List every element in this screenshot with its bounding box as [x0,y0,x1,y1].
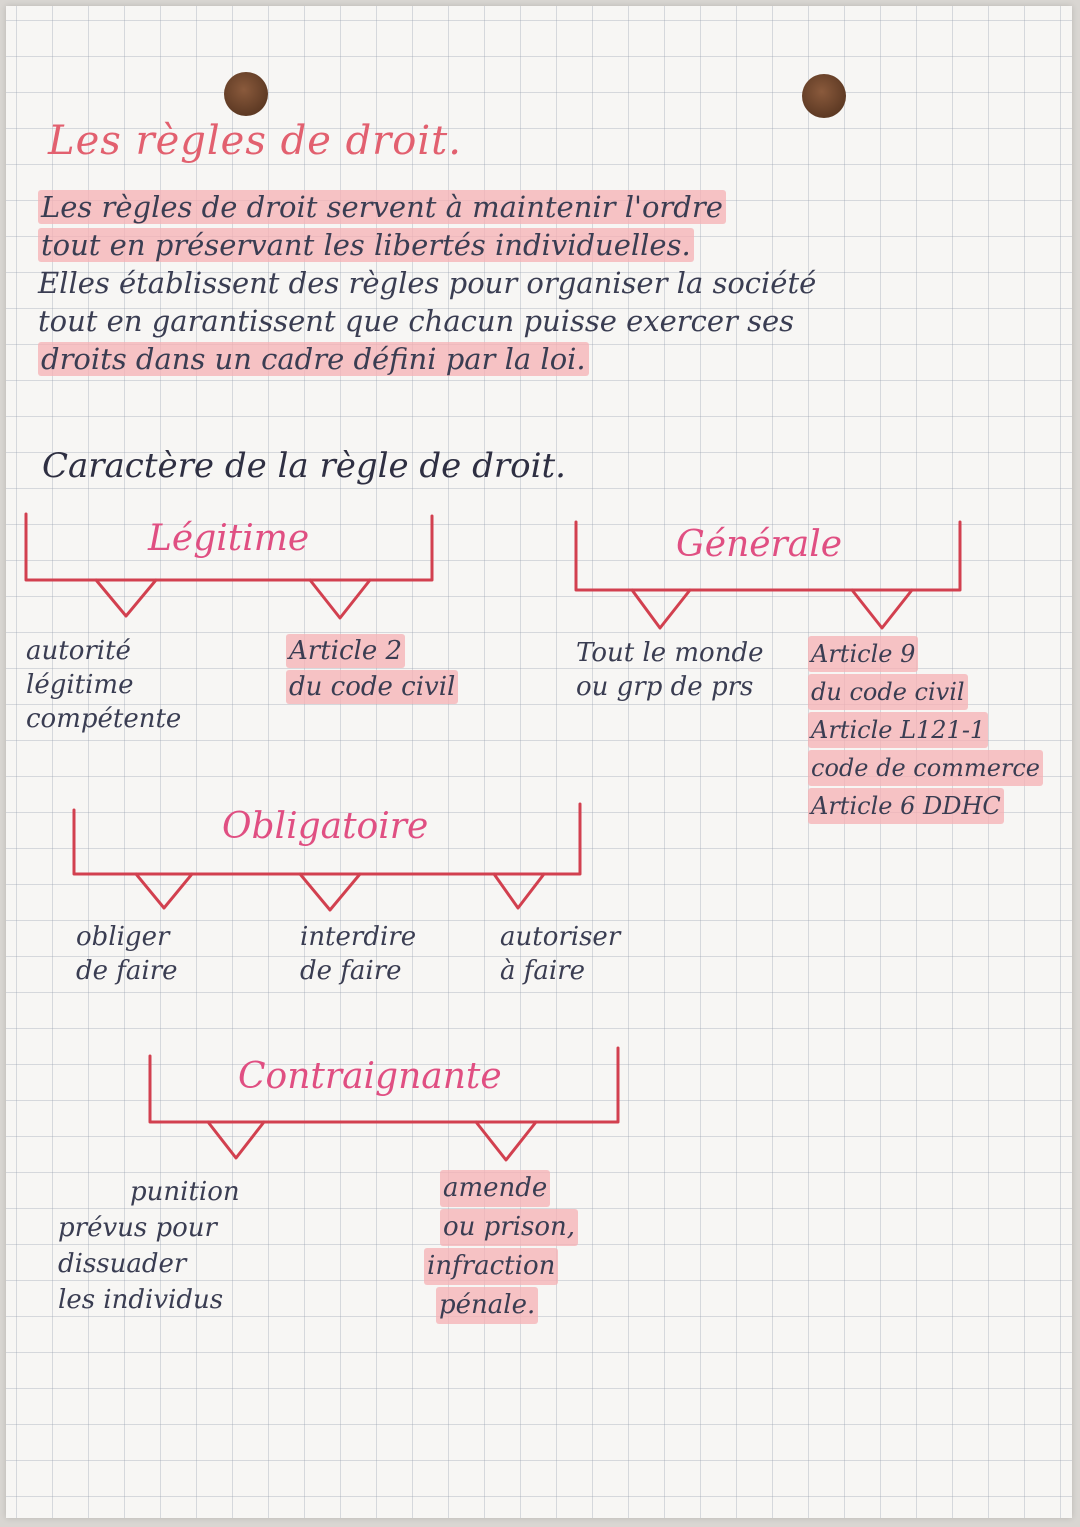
contraignante-left-note: punition prévus pour dissuader les individus [58,1177,240,1315]
generale-right-note: Article 9 du code civil Article L121-1 code de commerce Article 6 DDHC [808,636,1043,826]
generale-left-note: Tout le monde ou grp de prs [576,638,764,702]
obligatoire-item-1: obliger de faire [76,922,178,986]
legitime-left-note: autorité légitime compétente [26,636,182,734]
intro-line-2: tout en préservant les libertés individuelles. [38,226,1018,264]
obligatoire-item-2: interdire de faire [300,922,417,986]
intro-line-1: Les règles de droit servent à maintenir l'ordre [38,188,1018,226]
intro-line-4: tout en garantissent que chacun puisse exercer ses [38,304,795,338]
heading-contraignante: Contraignante [238,1056,502,1097]
obligatoire-item-3: autoriser à faire [500,922,621,986]
page-title: Les règles de droit. [48,118,462,164]
heading-generale: Générale [676,524,843,565]
legitime-right-note: Article 2 du code civil [286,634,458,706]
contraignante-right-note: amende ou prison, infraction pénale. [424,1170,578,1326]
heading-legitime: Légitime [148,518,310,559]
section-title: Caractère de la règle de droit. [42,446,566,486]
intro-line-3: Elles établissent des règles pour organiser la société [38,266,817,300]
intro-line-5: droits dans un cadre défini par la loi. [38,340,1018,378]
heading-obligatoire: Obligatoire [222,806,429,847]
